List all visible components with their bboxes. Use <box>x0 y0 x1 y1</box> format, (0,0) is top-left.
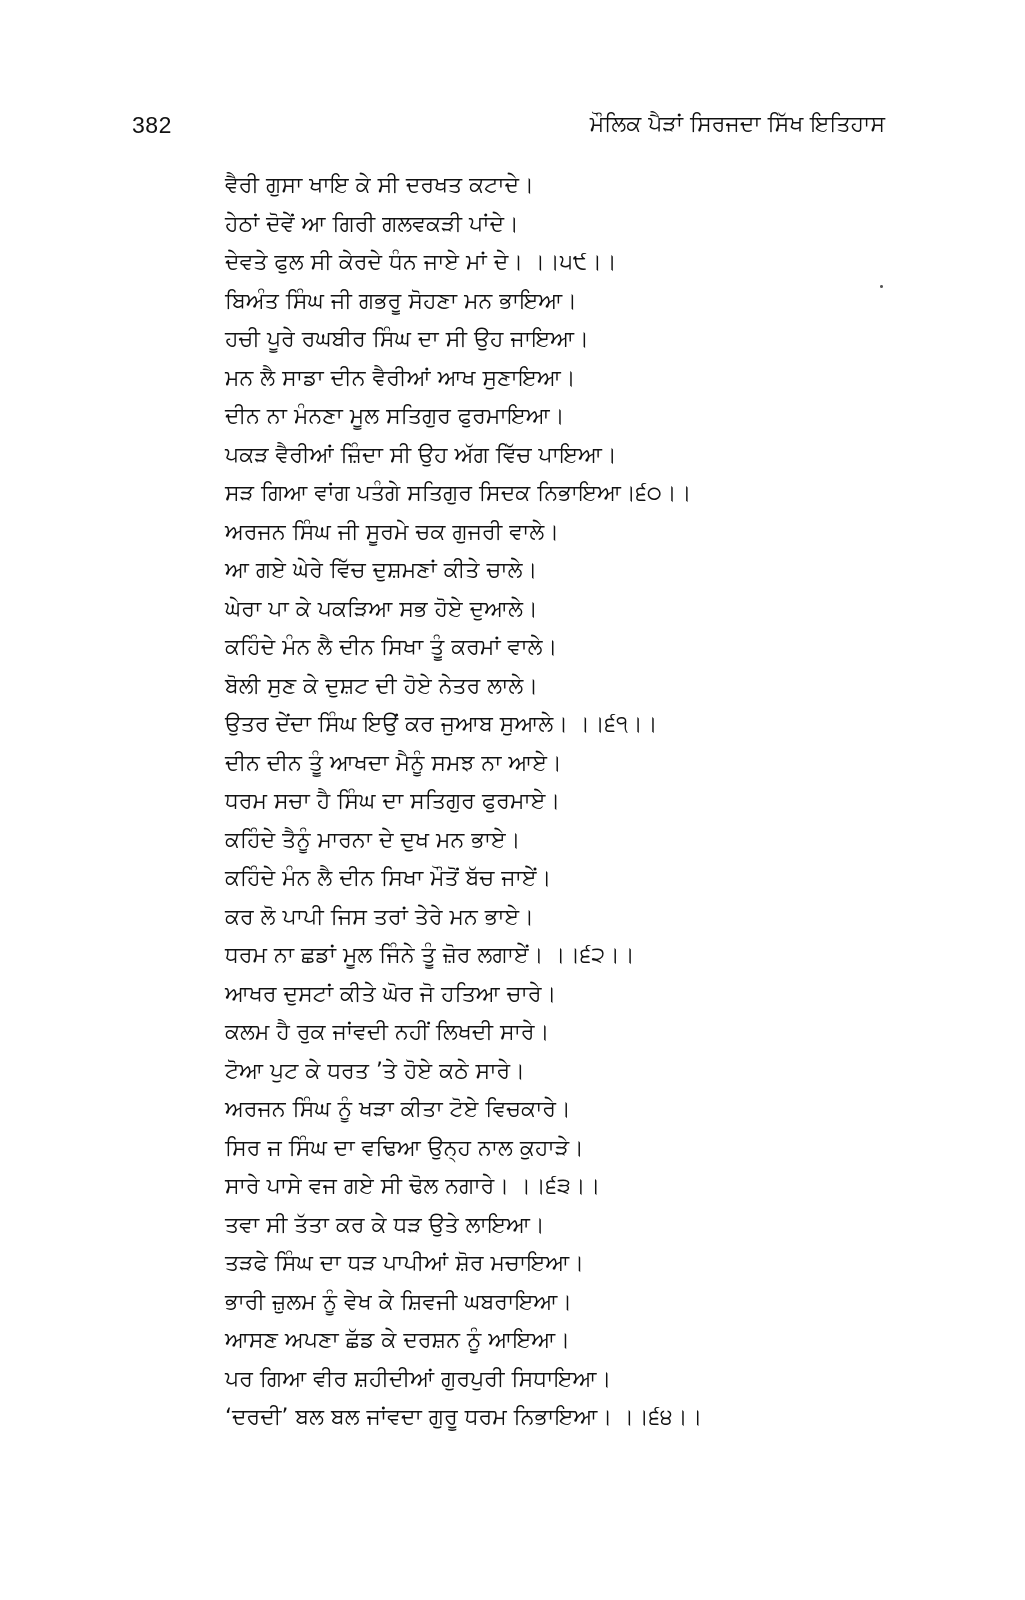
verse-line: ਬਿਅੰਤ ਸਿੰਘ ਜੀ ਗਭਰੂ ਸੋਹਣਾ ਮਨ ਭਾਇਆ। <box>225 288 577 314</box>
verse-line: ਅਰਜਨ ਸਿੰਘ ਜੀ ਸੂਰਮੇ ਚਕ ਗੁਜਰੀ ਵਾਲੇ। <box>225 519 560 545</box>
verse-line: ਆਖਰ ਦੁਸਟਾਂ ਕੀਤੇ ਘੋਰ ਜੋ ਹਤਿਆ ਚਾਰੇ। <box>225 981 557 1007</box>
verse-line: ਸਿਰ ਜ ਸਿੰਘ ਦਾ ਵਢਿਆ ਉਨ੍ਹ ਨਾਲ ਕੁਹਾੜੇ। <box>225 1135 584 1161</box>
verse-line: ਪਰ ਗਿਆ ਵੀਰ ਸ਼ਹੀਦੀਆਂ ਗੁਰਪੁਰੀ ਸਿਧਾਇਆ। <box>225 1366 612 1392</box>
verse-line: ਕਲਮ ਹੈ ਰੁਕ ਜਾਂਵਦੀ ਨਹੀਂ ਲਿਖਦੀ ਸਾਰੇ। <box>225 1020 550 1045</box>
verse-line: ਵੈਰੀ ਗੁਸਾ ਖਾਇ ਕੇ ਸੀ ਦਰਖਤ ਕਟਾਦੇ। <box>225 173 534 198</box>
verse-line: ਭਾਰੀ ਜ਼ੁਲਮ ਨੂੰ ਵੇਖ ਕੇ ਸ਼ਿਵਜੀ ਘਬਰਾਇਆ। <box>225 1289 573 1315</box>
verse-line: ਪਕੜ ਵੈਰੀਆਂ ਜ਼ਿੰਦਾ ਸੀ ਉਹ ਅੱਗ ਵਿੱਚ ਪਾਇਆ। <box>225 442 617 468</box>
verse-line: ਧਰਮ ਨਾ ਛਡਾਂ ਮੂਲ ਜਿੰਨੇ ਤੂੰ ਜ਼ੋਰ ਲਗਾਏਂ। ।।੬੨।। <box>225 943 635 968</box>
poem-body <box>225 167 845 1438</box>
page-header <box>0 112 1025 152</box>
verse-line: ਦੀਨ ਦੀਨ ਤੂੰ ਆਖਦਾ ਮੈਨੂੰ ਸਮਝ ਨਾ ਆਏ। <box>225 750 562 776</box>
verse-line: ਦੇਵਤੇ ਫੁਲ ਸੀ ਕੇਰਦੇ ਧੰਨ ਜਾਏ ਮਾਂ ਦੇ। ।।੫੯।। <box>225 250 617 275</box>
stray-dot <box>880 285 883 288</box>
verse-line: ਆ ਗਏ ਘੇਰੇ ਵਿੱਚ ਦੁਸ਼ਮਣਾਂ ਕੀਤੇ ਚਾਲੇ। <box>225 558 538 583</box>
verse-line: ਦੀਨ ਨਾ ਮੰਨਣਾ ਮੂਲ ਸਤਿਗੁਰ ਫੁਰਮਾਇਆ। <box>225 404 565 429</box>
verse-line: ਹਚੀ ਪੂਰੇ ਰਘਬੀਰ ਸਿੰਘ ਦਾ ਸੀ ਉਹ ਜਾਇਆ। <box>225 327 589 352</box>
verse-line: ਮਨ ਲੈ ਸਾਡਾ ਦੀਨ ਵੈਰੀਆਂ ਆਖ ਸੁਣਾਇਆ। <box>225 365 576 391</box>
verse-line: ਧਰਮ ਸਚਾ ਹੈ ਸਿੰਘ ਦਾ ਸਤਿਗੁਰ ਫੁਰਮਾਏ। <box>225 789 561 814</box>
verse-line: ਸਾਰੇ ਪਾਸੇ ਵਜ ਗਏ ਸੀ ਢੋਲ ਨਗਾਰੇ। ।।੬੩।। <box>225 1174 601 1199</box>
running-title: ਮੌਲਿਕ ਪੈੜਾਂ ਸਿਰਜਦਾ ਸਿੱਖ ਇਤਿਹਾਸ <box>589 112 885 137</box>
verse-line: ਉਤਰ ਦੇਂਦਾ ਸਿੰਘ ਇਉਂ ਕਰ ਜੁਆਬ ਸੁਆਲੇ। ।।੬੧।। <box>225 712 658 737</box>
verse-line: ਟੋਆ ਪੁਟ ਕੇ ਧਰਤ ’ਤੇ ਹੋਏ ਕਠੇ ਸਾਰੇ। <box>225 1058 525 1084</box>
verse-line: ਤਵਾ ਸੀ ਤੱਤਾ ਕਰ ਕੇ ਧੜ ਉਤੇ ਲਾਇਆ। <box>225 1212 545 1238</box>
verse-line: ਕਹਿੰਦੇ ਮੰਨ ਲੈ ਦੀਨ ਸਿਖਾ ਤੂੰ ਕਰਮਾਂ ਵਾਲੇ। <box>225 635 558 660</box>
verse-line: ਕਹਿੰਦੇ ਤੈਨੂੰ ਮਾਰਨਾ ਦੇ ਦੁਖ ਮਨ ਭਾਏ। <box>225 827 521 853</box>
verse-line: ਬੋਲੀ ਸੁਣ ਕੇ ਦੁਸ਼ਟ ਦੀ ਹੋਏ ਨੇਤਰ ਲਾਲੇ। <box>225 673 539 699</box>
verse-line: ਅਰਜਨ ਸਿੰਘ ਨੂੰ ਖੜਾ ਕੀਤਾ ਟੋਏ ਵਿਚਕਾਰੇ। <box>225 1097 571 1122</box>
page-number: 382 <box>132 112 172 138</box>
verse-line: ਹੇਠਾਂ ਦੋਵੇਂ ਆ ਗਿਰੀ ਗਲਵਕੜੀ ਪਾਂਦੇ। <box>225 211 519 237</box>
verse-line: ਕਰ ਲੋ ਪਾਪੀ ਜਿਸ ਤਰਾਂ ਤੇਰੇ ਮਨ ਭਾਏ। <box>225 904 534 930</box>
verse-line: ਆਸਣ ਅਪਣਾ ਛੱਡ ਕੇ ਦਰਸ਼ਨ ਨੂੰ ਆਇਆ। <box>225 1328 571 1353</box>
verse-line: ਕਹਿੰਦੇ ਮੰਨ ਲੈ ਦੀਨ ਸਿਖਾ ਮੌਤੋਂ ਬੱਚ ਜਾਏਂ। <box>225 866 552 891</box>
verse-line: ਘੇਰਾ ਪਾ ਕੇ ਪਕੜਿਆ ਸਭ ਹੋਏ ਦੁਆਲੇ। <box>225 596 538 622</box>
verse-line: ਸੜ ਗਿਆ ਵਾਂਗ ਪਤੰਗੇ ਸਤਿਗੁਰ ਸਿਦਕ ਨਿਭਾਇਆ।੬੦।। <box>225 481 692 506</box>
verse-line: ਤੜਫੇ ਸਿੰਘ ਦਾ ਧੜ ਪਾਪੀਆਂ ਸ਼ੋਰ ਮਚਾਇਆ। <box>225 1251 585 1276</box>
verse-line: ‘ਦਰਦੀ’ ਬਲ ਬਲ ਜਾਂਵਦਾ ਗੁਰੂ ਧਰਮ ਨਿਭਾਇਆ। ।।੬੪।। <box>225 1405 703 1430</box>
